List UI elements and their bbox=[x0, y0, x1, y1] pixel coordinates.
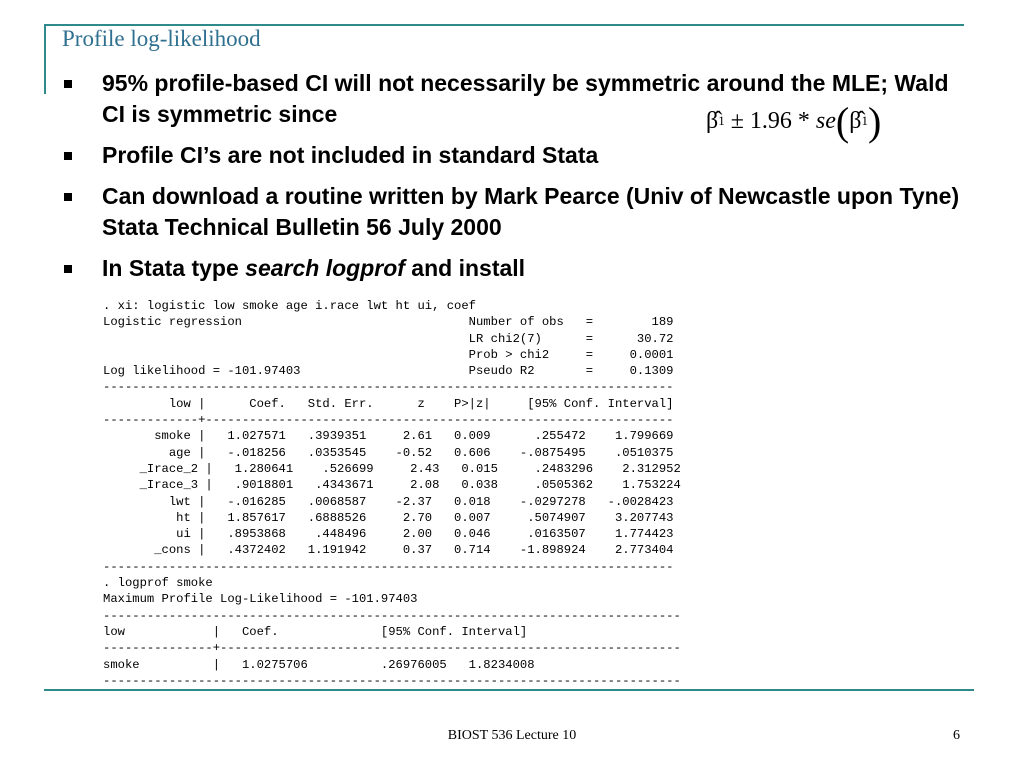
close-paren: ) bbox=[867, 98, 882, 144]
bullet-command: search logprof bbox=[245, 255, 405, 281]
page-number: 6 bbox=[953, 728, 960, 743]
stata-line: . xi: logistic low smoke age i.race lwt ht ui, coef bbox=[103, 299, 476, 313]
square-bullet-icon bbox=[64, 80, 72, 88]
stata-line: ------------------------------------------------------------------------------ bbox=[103, 380, 674, 395]
square-bullet-icon bbox=[64, 265, 72, 273]
stata-line: age | -.018256 .0353545 -0.52 0.606 -.0875495 .0510375 bbox=[168, 445, 674, 460]
beta-hat: β̂ bbox=[706, 107, 719, 134]
stata-line: ------------------------------------------------------------------------------ bbox=[103, 559, 674, 574]
stata-line: Prob > chi2 = 0.0001 bbox=[468, 347, 674, 362]
stata-line: Log likelihood = -101.97403 Pseudo R2 = 0.1309 bbox=[103, 364, 674, 379]
stata-line: ui | .8953868 .448496 2.00 0.046 .0163507 1.774423 bbox=[176, 527, 674, 542]
footer-rule bbox=[44, 689, 974, 691]
stata-line: ------------------------------------------------------------------------------- bbox=[103, 673, 681, 688]
slide-title: Profile log-likelihood bbox=[62, 26, 261, 51]
header-side-rule bbox=[44, 24, 46, 94]
beta-subscript: 1 bbox=[718, 113, 725, 128]
bullet-prefix: In Stata type bbox=[102, 255, 246, 281]
bullet-text: Can download a routine written by Mark Pearce (Univ of Newcastle upon Tyne) Stata Technical Bulletin 56 July 2000 bbox=[102, 183, 960, 240]
stata-line: Logistic regression Number of obs = 189 bbox=[103, 315, 674, 330]
stata-line: smoke | 1.0275706 .26976005 1.8234008 bbox=[103, 657, 535, 672]
stata-line: low | Coef. Std. Err. z P>|z| [95% Conf. Interval] bbox=[168, 396, 674, 411]
stata-output bbox=[103, 298, 681, 689]
stata-line: . logprof smoke bbox=[103, 576, 213, 591]
bullet-item bbox=[62, 181, 962, 243]
stata-line: smoke | 1.027571 .3939351 2.61 0.009 .255472 1.799669 bbox=[154, 429, 674, 444]
open-paren: ( bbox=[835, 98, 850, 144]
stata-line: lwt | -.016285 .0068587 -2.37 0.018 -.0297278 -.0028423 bbox=[168, 494, 674, 509]
formula-se: se bbox=[815, 107, 836, 134]
bullet-item bbox=[62, 253, 962, 284]
square-bullet-icon bbox=[64, 152, 72, 160]
stata-line: LR chi2(7) = 30.72 bbox=[468, 331, 674, 346]
stata-line: -------------+---------------------------------------------------------------- bbox=[103, 413, 674, 428]
wald-ci-formula bbox=[706, 96, 881, 146]
stata-line: ---------------+--------------------------------------------------------------- bbox=[103, 641, 681, 656]
bullet-text: Profile CI’s are not included in standard Stata bbox=[102, 142, 599, 168]
beta-subscript-inner: 1 bbox=[861, 113, 868, 128]
beta-hat-inner: β̂ bbox=[849, 107, 862, 134]
stata-line: low | Coef. [95% Conf. Interval] bbox=[103, 624, 528, 639]
formula-middle: ± 1.96 * bbox=[730, 107, 810, 134]
stata-line: ------------------------------------------------------------------------------- bbox=[103, 608, 681, 623]
footer-course: BIOST 536 Lecture 10 bbox=[447, 728, 577, 743]
bullet-suffix: and install bbox=[404, 255, 526, 281]
stata-line: Maximum Profile Log-Likelihood = -101.97403 bbox=[103, 592, 418, 607]
stata-line: _Irace_2 | 1.280641 .526699 2.43 0.015 .2483296 2.312952 bbox=[139, 461, 681, 476]
stata-line: ht | 1.857617 .6888526 2.70 0.007 .5074907 3.207743 bbox=[176, 510, 674, 525]
bullet-text: 95% profile-based CI will not necessarily be symmetric around the MLE; Wald CI is symmetric since bbox=[102, 70, 949, 127]
stata-line: _Irace_3 | .9018801 .4343671 2.08 0.038 .0505362 1.753224 bbox=[139, 478, 681, 493]
square-bullet-icon bbox=[64, 193, 72, 201]
stata-line: _cons | .4372402 1.191942 0.37 0.714 -1.898924 2.773404 bbox=[154, 543, 674, 558]
